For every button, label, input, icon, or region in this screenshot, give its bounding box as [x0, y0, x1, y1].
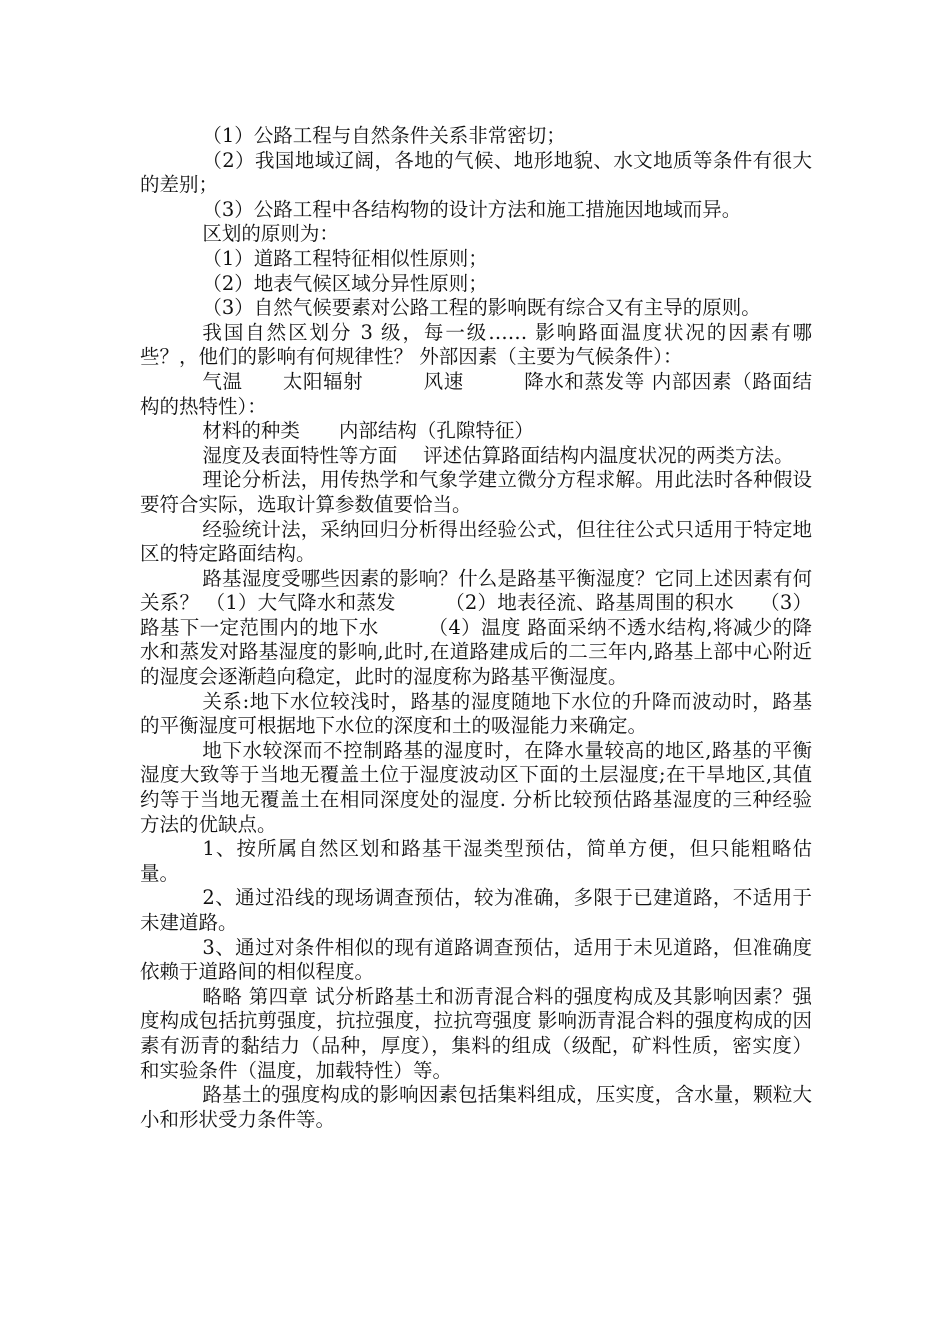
paragraph-11: 湿度及表面特性等方面 评述估算路面结构内温度状况的两类方法。	[202, 443, 794, 467]
paragraph-1: （1）公路工程与自然条件关系非常密切；	[202, 124, 566, 147]
paragraph-17: 1、按所属自然区划和路基干湿类型预估，简单方便，但只能粗略估量。	[140, 837, 812, 885]
paragraph-15: 关系:地下水位较浅时，路基的湿度随地下水位的升降而波动时，路基的平衡湿度可根据地下水位的深度和土的吸湿能力来确定。	[140, 689, 812, 738]
paragraph-13: 经验统计法，采纳回归分析得出经验公式，但往往公式只适用于特定地区的特定路面结构。	[140, 517, 812, 566]
paragraph-2: （2）我国地域辽阔，各地的气候、地形地貌、水文地质等条件有很大的差别；	[140, 148, 812, 197]
paragraph-8: 我国自然区划分 3 级，每一级…… 影响路面温度状况的因素有哪些？，他们的影响有何规律性？ 外部因素（主要为气候条件）：	[140, 320, 812, 369]
paragraph-19: 3、通过对条件相似的现有道路调查预估，适用于未见道路，但准确度依赖于道路间的相似程度。	[140, 935, 812, 984]
paragraph-18: 2、通过沿线的现场调查预估，较为准确，多限于已建道路，不适用于未建道路。	[140, 886, 812, 934]
document-body	[140, 124, 812, 1132]
paragraph-14: 路基湿度受哪些因素的影响？什么是路基平衡湿度？它同上述因素有何关系？ （1）大气降水和蒸发 （2）地表径流、路基周围的积水 （3）路基下一定范围内的地下水 （4）温度 路面采纳不透水结构,将减少的降水和蒸发对路基湿度的影响,此时,在道路建成后的二三年内,路基上部中心附近的湿度会逐渐趋向稳定，此时的湿度称为路基平衡湿度。	[140, 566, 812, 689]
paragraph-5: （1）道路工程特征相似性原则；	[202, 246, 488, 270]
paragraph-20: 略略 第四章 试分析路基土和沥青混合料的强度构成及其影响因素？强度构成包括抗剪强度，抗拉强度，拉抗弯强度 影响沥青混合料的强度构成的因素有沥青的黏结力（品种，厚度），集料的组成（级配，矿料性质，密实度）和实验条件（温度，加载特性）等。	[140, 984, 812, 1082]
paragraph-6: （2）地表气候区域分异性原则；	[202, 271, 488, 295]
paragraph-21: 路基土的强度构成的影响因素包括集料组成，压实度，含水量，颗粒大小和形状受力条件等。	[140, 1083, 812, 1131]
paragraph-12: 理论分析法，用传热学和气象学建立微分方程求解。用此法时各种假设要符合实际，选取计算参数值要恰当。	[140, 468, 812, 516]
paragraph-10: 材料的种类 内部结构（孔隙特征）	[202, 419, 534, 443]
paragraph-9: 气温 太阳辐射 风速 降水和蒸发等 内部因素（路面结构的热特性）：	[140, 369, 812, 418]
paragraph-3: （3）公路工程中各结构物的设计方法和施工措施因地域而异。	[202, 197, 742, 221]
paragraph-4: 区划的原则为：	[202, 222, 339, 246]
paragraph-16: 地下水较深而不控制路基的湿度时，在降水量较高的地区,路基的平衡湿度大致等于当地无覆盖土位于湿度波动区下面的土层湿度;在干旱地区,其值约等于当地无覆盖土在相同深度处的湿度. 分析比较预估路基湿度的三种经验方法的优缺点。	[140, 738, 812, 836]
paragraph-7: （3）自然气候要素对公路工程的影响既有综合又有主导的原则。	[202, 296, 761, 320]
